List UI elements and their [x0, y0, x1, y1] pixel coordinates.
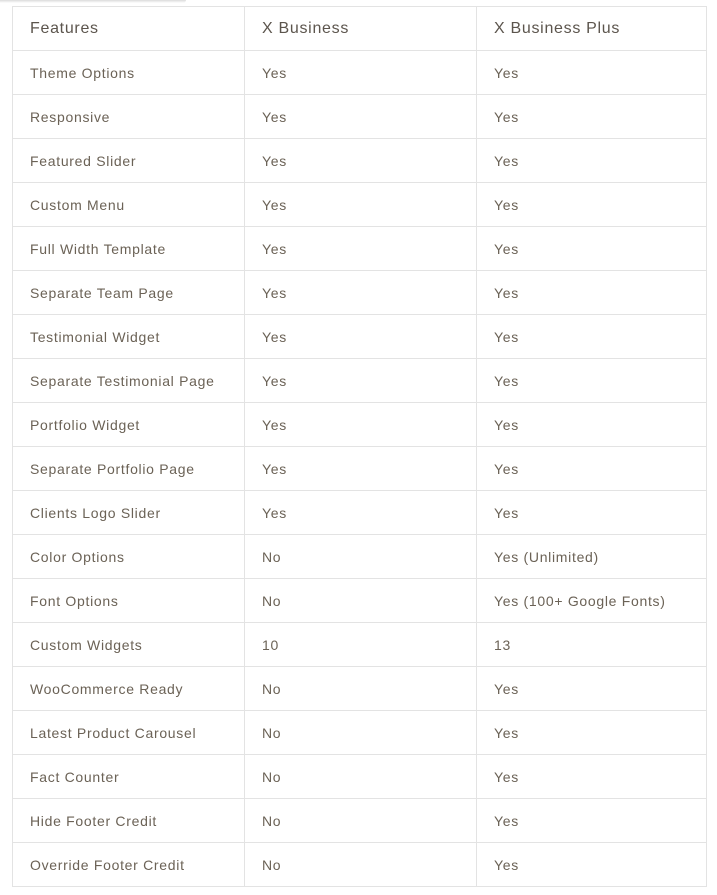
table-row [13, 799, 707, 843]
table-row [13, 491, 707, 535]
feature-cell: Featured Slider [13, 139, 245, 183]
x-business-plus-cell: 13 [477, 623, 707, 667]
x-business-cell: Yes [245, 227, 477, 271]
x-business-plus-cell: Yes [477, 51, 707, 95]
x-business-plus-cell: Yes (Unlimited) [477, 535, 707, 579]
table-header-row [13, 7, 707, 51]
x-business-cell: No [245, 667, 477, 711]
feature-cell: Custom Widgets [13, 623, 245, 667]
table-row [13, 447, 707, 491]
x-business-cell: No [245, 711, 477, 755]
x-business-plus-cell: Yes [477, 95, 707, 139]
header-shadow [0, 0, 186, 3]
feature-cell: Theme Options [13, 51, 245, 95]
feature-cell: Custom Menu [13, 183, 245, 227]
x-business-plus-cell: Yes [477, 315, 707, 359]
table-row [13, 535, 707, 579]
feature-comparison-table [12, 6, 707, 887]
feature-cell: Separate Portfolio Page [13, 447, 245, 491]
table-row [13, 51, 707, 95]
feature-cell: Fact Counter [13, 755, 245, 799]
x-business-plus-cell: Yes [477, 227, 707, 271]
x-business-plus-cell: Yes [477, 183, 707, 227]
x-business-cell: No [245, 755, 477, 799]
feature-cell: Separate Testimonial Page [13, 359, 245, 403]
feature-cell: WooCommerce Ready [13, 667, 245, 711]
column-header-features: Features [13, 7, 245, 51]
feature-cell: Color Options [13, 535, 245, 579]
table-row [13, 139, 707, 183]
x-business-cell: Yes [245, 139, 477, 183]
feature-cell: Portfolio Widget [13, 403, 245, 447]
x-business-cell: Yes [245, 183, 477, 227]
x-business-cell: 10 [245, 623, 477, 667]
table-row [13, 227, 707, 271]
feature-cell: Responsive [13, 95, 245, 139]
column-header-x-business-plus: X Business Plus [477, 7, 707, 51]
table-row [13, 359, 707, 403]
table-row [13, 711, 707, 755]
x-business-cell: No [245, 535, 477, 579]
table-row [13, 271, 707, 315]
x-business-cell: Yes [245, 315, 477, 359]
x-business-cell: Yes [245, 359, 477, 403]
table-row [13, 95, 707, 139]
feature-cell: Separate Team Page [13, 271, 245, 315]
x-business-plus-cell: Yes [477, 271, 707, 315]
table-row [13, 755, 707, 799]
x-business-plus-cell: Yes [477, 843, 707, 887]
x-business-plus-cell: Yes [477, 711, 707, 755]
x-business-plus-cell: Yes [477, 667, 707, 711]
feature-cell: Font Options [13, 579, 245, 623]
feature-cell: Hide Footer Credit [13, 799, 245, 843]
x-business-cell: Yes [245, 95, 477, 139]
feature-cell: Full Width Template [13, 227, 245, 271]
table-body [13, 51, 707, 887]
column-header-x-business: X Business [245, 7, 477, 51]
x-business-cell: Yes [245, 271, 477, 315]
x-business-cell: No [245, 579, 477, 623]
table-row [13, 667, 707, 711]
feature-cell: Override Footer Credit [13, 843, 245, 887]
feature-cell: Clients Logo Slider [13, 491, 245, 535]
table-row [13, 579, 707, 623]
x-business-cell: Yes [245, 403, 477, 447]
x-business-cell: Yes [245, 51, 477, 95]
x-business-plus-cell: Yes (100+ Google Fonts) [477, 579, 707, 623]
table-row [13, 623, 707, 667]
x-business-plus-cell: Yes [477, 403, 707, 447]
table-row [13, 183, 707, 227]
x-business-plus-cell: Yes [477, 491, 707, 535]
x-business-cell: Yes [245, 447, 477, 491]
x-business-plus-cell: Yes [477, 755, 707, 799]
table-row [13, 315, 707, 359]
table-row [13, 403, 707, 447]
table-row [13, 843, 707, 887]
feature-cell: Latest Product Carousel [13, 711, 245, 755]
feature-cell: Testimonial Widget [13, 315, 245, 359]
x-business-cell: No [245, 843, 477, 887]
x-business-plus-cell: Yes [477, 447, 707, 491]
x-business-plus-cell: Yes [477, 359, 707, 403]
x-business-cell: No [245, 799, 477, 843]
x-business-plus-cell: Yes [477, 799, 707, 843]
x-business-plus-cell: Yes [477, 139, 707, 183]
x-business-cell: Yes [245, 491, 477, 535]
